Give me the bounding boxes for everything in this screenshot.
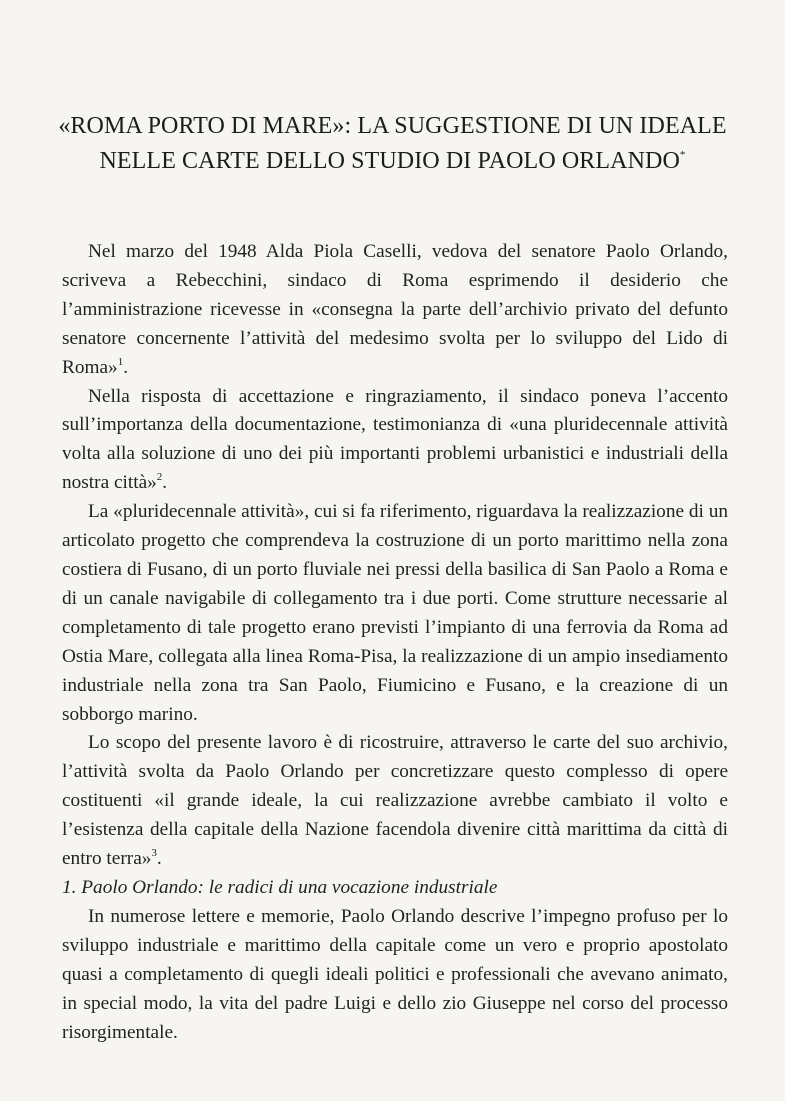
section-heading: 1. Paolo Orlando: le radici di una vocazione industriale <box>62 877 498 898</box>
title-footnote-mark: * <box>679 149 686 161</box>
footnote-ref-2: 2 <box>156 471 163 484</box>
footnote-ref-1: 1 <box>117 355 124 368</box>
paragraph-4 <box>62 729 728 874</box>
footnote-ref-3: 3 <box>151 847 157 860</box>
paragraph-1-end: . <box>123 356 129 378</box>
paragraph-4-end: . <box>156 848 162 870</box>
paragraph-4-text: Lo scopo del presente lavoro è di ricostruire, attraverso le carte del suo archivio, l’attività svolta da Paolo Orlando per concretizzare questo complesso di opere costituenti «il grande ideale, la cui realizzazione avrebbe cambiato il volto e l’esistenza della capitale della Nazione facendola divenire città marittima da città di entro terra» <box>62 732 728 870</box>
paragraph-2-end: . <box>162 472 168 494</box>
paragraph-3 <box>62 498 728 729</box>
document-title <box>40 112 745 176</box>
main-body <box>62 238 728 874</box>
title-line-1: «ROMA PORTO DI MARE»: LA SUGGESTIONE DI UN IDEALE <box>58 113 727 139</box>
section-body <box>62 903 728 1048</box>
paragraph-3-text: La «pluridecennale attività», cui si fa riferimento, riguardava la realizzazione di un articolato progetto che comprendeva la costruzione di un porto marittimo nella zona costiera di Fusano, di un porto fluviale nei pressi della basilica di San Paolo a Roma e di un canale navigabile di collegamento tra i due porti. Come strutture necessarie al completamento di tale progetto erano previsti l’impianto di una ferrovia da Roma ad Ostia Mare, collegata alla linea Roma-Pisa, la realizzazione di un ampio insediamento industriale nella zona tra San Paolo, Fiumicino e Fusano, e la creazione di un sobborgo marino. <box>62 501 728 725</box>
paragraph-1 <box>62 238 728 383</box>
paragraph-2 <box>62 383 728 499</box>
title-line-2-text: NELLE CARTE DELLO STUDIO DI PAOLO ORLANDO <box>99 148 680 174</box>
paragraph-2-text: Nella risposta di accettazione e ringraziamento, il sindaco poneva l’accento sull’importanza della documentazione, testimonianza di «una pluridecennale attività volta alla soluzione di uno dei più importanti problemi urbanistici e industriali della nostra città» <box>62 385 728 494</box>
paragraph-1-text: Nel marzo del 1948 Alda Piola Caselli, vedova del senatore Paolo Orlando, scriveva a Rebecchini, sindaco di Roma esprimendo il desiderio che l’amministrazione ricevesse in «consegna la parte dell’archivio privato del defunto senatore concernente l’attività del medesimo svolta per lo sviluppo del Lido di Roma» <box>62 241 728 378</box>
title-line-2 <box>40 141 745 176</box>
section-paragraph: In numerose lettere e memorie, Paolo Orlando descrive l’impegno profuso per lo sviluppo industriale e marittimo della capitale come un vero e proprio apostolato quasi a completamento di quegli ideali politici e professionali che avevano animato, in special modo, la vita del padre Luigi e dello zio Giuseppe nel corso del processo risorgimentale. <box>62 906 728 1043</box>
